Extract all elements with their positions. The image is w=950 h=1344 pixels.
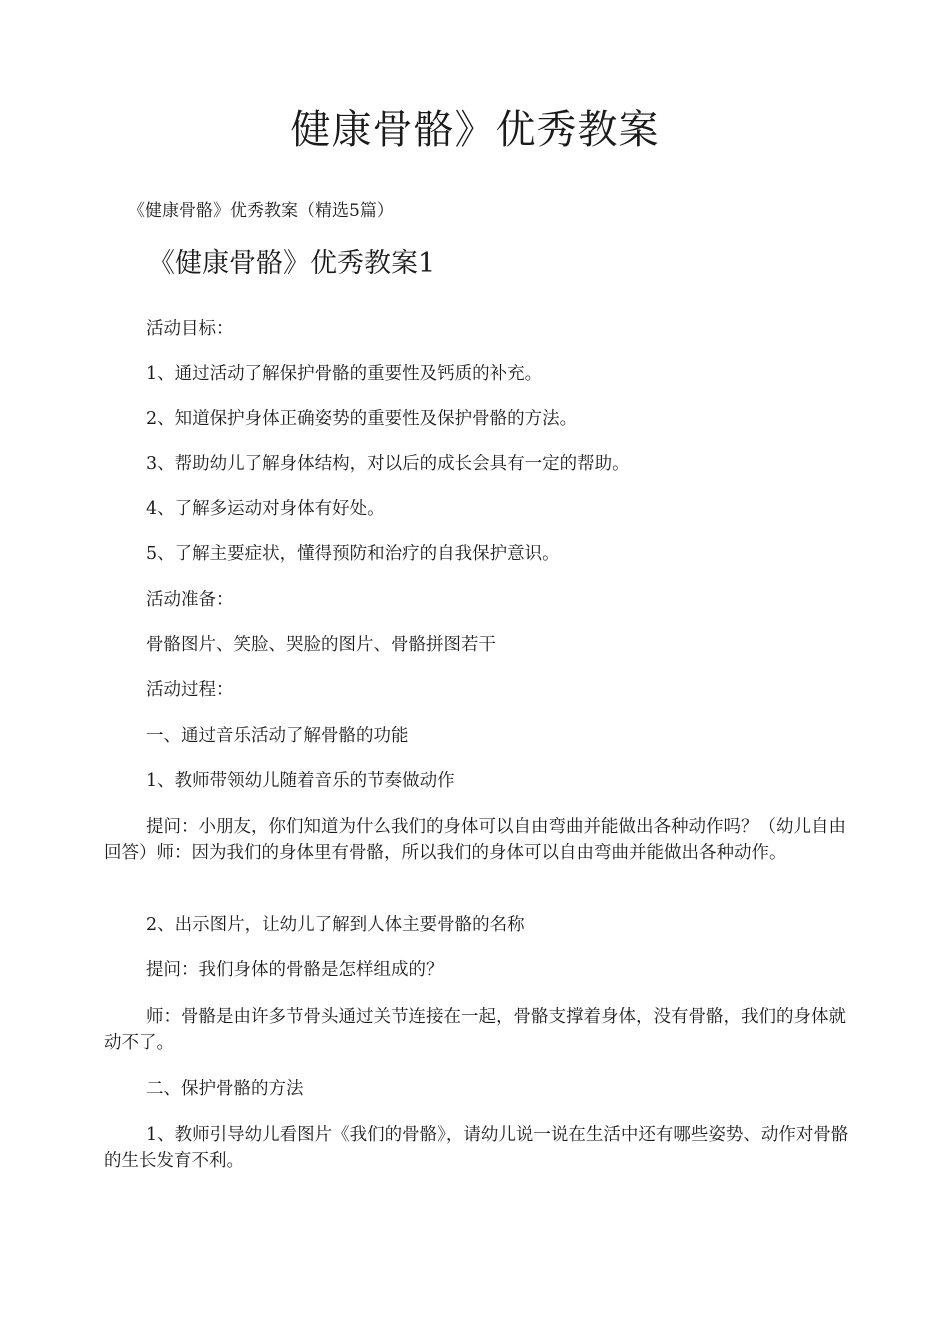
- section-heading: 《健康骨骼》优秀教案1: [148, 248, 436, 279]
- paragraph: 师：骨骼是由许多节骨头通过关节连接在一起，骨骼支撑着身体，没有骨骼，我们的身体就动不了。: [104, 1007, 846, 1053]
- paragraph: 2、知道保护身体正确姿势的重要性及保护骨骼的方法。: [146, 409, 578, 429]
- paragraph: 骨骼图片、笑脸、哭脸的图片、骨骼拼图若干: [146, 635, 496, 655]
- paragraph: 1、教师带领幼儿随着音乐的节奏做动作: [146, 771, 455, 791]
- paragraph: 活动目标：: [146, 319, 234, 339]
- paragraph: 2、出示图片，让幼儿了解到人体主要骨骼的名称: [146, 915, 525, 935]
- paragraph: 3、帮助幼儿了解身体结构，对以后的成长会具有一定的帮助。: [146, 454, 630, 474]
- paragraph: 一、通过音乐活动了解骨骼的功能: [146, 726, 409, 746]
- paragraph: 提问：我们身体的骨骼是怎样组成的？: [146, 960, 444, 980]
- paragraph: 1、教师引导幼儿看图片《我们的骨骼》，请幼儿说一说在生活中还有哪些姿势、动作对骨骼的生长发育不利。: [104, 1125, 849, 1171]
- paragraph: 提问：小朋友，你们知道为什么我们的身体可以自由弯曲并能做出各种动作吗？（幼儿自由回答）师：因为我们的身体里有骨骼，所以我们的身体可以自由弯曲并能做出各种动作。: [104, 817, 846, 863]
- paragraph: 活动准备：: [146, 590, 234, 610]
- paragraph: 5、了解主要症状，懂得预防和治疗的自我保护意识。: [146, 544, 560, 564]
- document-title: 健康骨骼》优秀教案: [290, 107, 660, 153]
- paragraph: 二、保护骨骼的方法: [146, 1079, 304, 1099]
- paragraph: 活动过程：: [146, 680, 234, 700]
- document-subtitle: 《健康骨骼》优秀教案（精选5篇）: [128, 201, 394, 221]
- paragraph: 4、了解多运动对身体有好处。: [146, 499, 385, 519]
- paragraph: 1、通过活动了解保护骨骼的重要性及钙质的补充。: [146, 364, 543, 384]
